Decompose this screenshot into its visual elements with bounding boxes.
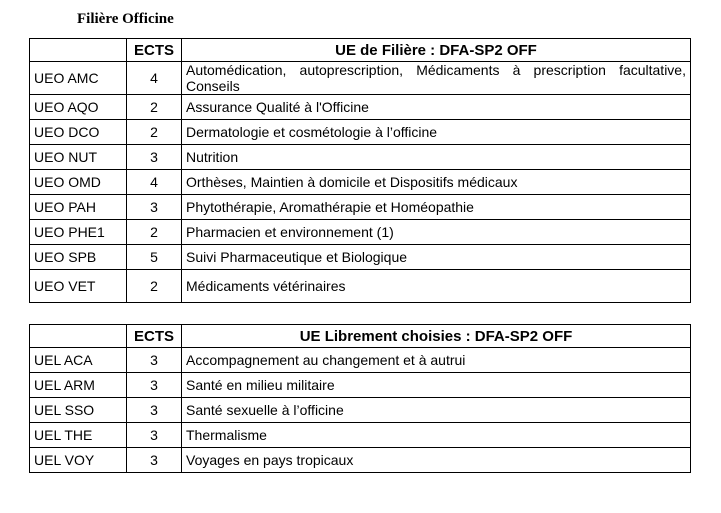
table-header-row <box>30 39 691 62</box>
ue-code: UEO AMC <box>30 62 127 95</box>
ue-code: UEO OMD <box>30 170 127 195</box>
ue-title: Orthèses, Maintien à domicile et Dispositifs médicaux <box>182 170 691 195</box>
ue-ects: 2 <box>127 270 182 303</box>
header-code <box>30 39 127 62</box>
ue-code: UEL ARM <box>30 373 127 398</box>
ue-title: Nutrition <box>182 145 691 170</box>
ue-code: UEO NUT <box>30 145 127 170</box>
ue-code: UEO DCO <box>30 120 127 145</box>
ue-title: Suivi Pharmaceutique et Biologique <box>182 245 691 270</box>
ue-ects: 2 <box>127 95 182 120</box>
header-code <box>30 325 127 348</box>
ue-code: UEL VOY <box>30 448 127 473</box>
table-row <box>30 95 691 120</box>
table-row <box>30 120 691 145</box>
ue-libre-table <box>29 324 691 473</box>
ue-code: UEO PAH <box>30 195 127 220</box>
header-title: UE de Filière : DFA-SP2 OFF <box>182 39 691 62</box>
ue-ects: 3 <box>127 423 182 448</box>
ue-title: Pharmacien et environnement (1) <box>182 220 691 245</box>
ue-ects: 4 <box>127 62 182 95</box>
ue-code: UEL THE <box>30 423 127 448</box>
table-row <box>30 373 691 398</box>
table-row <box>30 423 691 448</box>
ue-title: Dermatologie et cosmétologie à l’officine <box>182 120 691 145</box>
ue-code: UEO VET <box>30 270 127 303</box>
ue-code: UEO SPB <box>30 245 127 270</box>
ue-title: Médicaments vétérinaires <box>182 270 691 303</box>
table-row <box>30 62 691 95</box>
ue-title: Accompagnement au changement et à autrui <box>182 348 691 373</box>
ue-title: Voyages en pays tropicaux <box>182 448 691 473</box>
ue-title: Santé en milieu militaire <box>182 373 691 398</box>
ue-ects: 3 <box>127 348 182 373</box>
ue-ects: 3 <box>127 398 182 423</box>
ue-title: Assurance Qualité à l'Officine <box>182 95 691 120</box>
header-title: UE Librement choisies : DFA-SP2 OFF <box>182 325 691 348</box>
ue-title: Santé sexuelle à l’officine <box>182 398 691 423</box>
ue-code: UEO PHE1 <box>30 220 127 245</box>
ue-title: Thermalisme <box>182 423 691 448</box>
table-row <box>30 348 691 373</box>
table-row <box>30 220 691 245</box>
ue-ects: 3 <box>127 448 182 473</box>
ue-filiere-table <box>29 38 691 303</box>
ue-code: UEO AQO <box>30 95 127 120</box>
header-ects: ECTS <box>127 325 182 348</box>
table-row <box>30 270 691 303</box>
table-row <box>30 245 691 270</box>
ue-ects: 3 <box>127 373 182 398</box>
table-row <box>30 170 691 195</box>
ue-ects: 4 <box>127 170 182 195</box>
ue-title: Phytothérapie, Aromathérapie et Homéopathie <box>182 195 691 220</box>
table-row <box>30 448 691 473</box>
table-row <box>30 398 691 423</box>
ue-ects: 5 <box>127 245 182 270</box>
ue-ects: 3 <box>127 195 182 220</box>
ue-title: Automédication, autoprescription, Médicaments à prescription facultative, Conseils <box>182 62 691 95</box>
table-header-row <box>30 325 691 348</box>
ue-code: UEL ACA <box>30 348 127 373</box>
table-row <box>30 145 691 170</box>
section-heading: Filière Officine <box>77 11 174 27</box>
ue-ects: 2 <box>127 220 182 245</box>
ue-ects: 3 <box>127 145 182 170</box>
header-ects: ECTS <box>127 39 182 62</box>
ue-ects: 2 <box>127 120 182 145</box>
table-row <box>30 195 691 220</box>
ue-code: UEL SSO <box>30 398 127 423</box>
